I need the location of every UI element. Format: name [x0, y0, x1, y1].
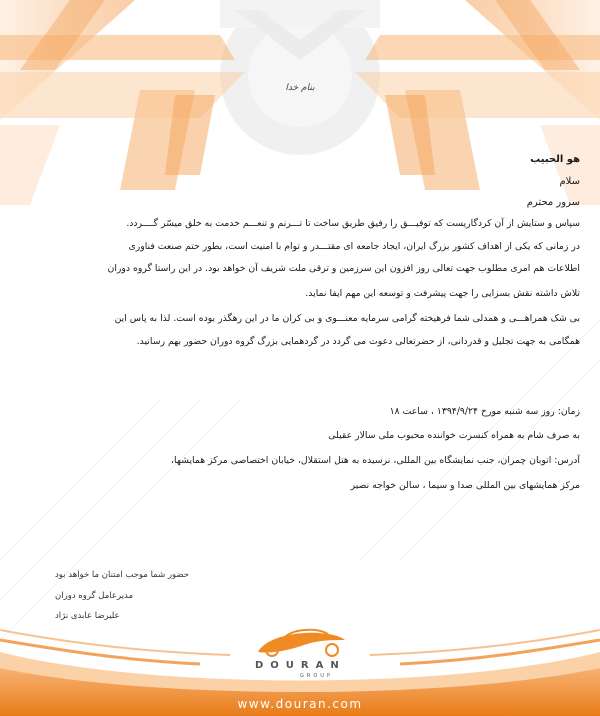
- paragraph-line: تلاش داشته نقش بسزایی را جهت پیشرفت و توسعه این مهم ایفا نماید.: [305, 288, 580, 299]
- signer-name: علیرضا عابدی نژاد: [55, 611, 120, 621]
- letter-recipient: سرور محترم: [526, 197, 580, 208]
- paragraph-line: در زمانی که یکی از اهداف کشور بزرگ ایران، ایجاد جامعه ای مقتـــدر و توام با امنیت است، بطور حتم صنعت فناوری: [128, 241, 580, 252]
- basmala: بنام خدا: [285, 83, 315, 93]
- paragraph-line: سپاس و ستایش از آن کردگاریست که توفیـــق را رفیق طریق ساخت تا تـــرنم و تنعـــم خدمت به خلق میسّر گــــردد.: [126, 218, 580, 229]
- letter-greeting: سلام: [559, 176, 580, 187]
- event-program: به صرف شام به همراه کنسرت خواننده محبوب ملی سالار عقیلی: [328, 430, 580, 441]
- event-address: آدرس: اتوبان چمران، جنب نمایشگاه بین المللی، نرسیده به هتل استقلال، خیابان اختصاصی مرکز همایشها،: [171, 455, 580, 466]
- event-time: زمان: روز سه شنبه مورخ ۱۳۹۴/۹/۲۴ ، ساعت ۱۸: [389, 406, 580, 417]
- letter-heading: هو الحبیب: [530, 154, 580, 165]
- logo-subtitle: GROUP: [300, 673, 333, 679]
- closing-line: حضور شما موجب امتنان ما خواهد بود: [55, 570, 190, 580]
- website-link[interactable]: www.douran.com: [237, 697, 363, 711]
- paragraph-line: بی شک همراهـــی و همدلی شما فرهیخته گرامی سرمایه معنـــوی و بی کران ما در این رهگذر بوده است. لذا به پاس این: [114, 313, 580, 324]
- paragraph-line: اطلاعات هم امری مطلوب جهت تعالی روز افزون این سرزمین و ترقی ملت شریف آن خواهد بود. در این راستا گروه دوران: [107, 263, 580, 274]
- signer-title: مدیرعامل گروه دوران: [55, 591, 134, 601]
- paragraph-line: همگامی به جهت تجلیل و قدردانی، از حضرتعالی دعوت می گردد در گردهمایی بزرگ گروه دوران حضور بهم رسانید.: [136, 336, 580, 347]
- douran-logo-icon: [258, 630, 345, 656]
- event-venue: مرکز همایشهای بین المللی صدا و سیما ، سالن خواجه نصیر: [350, 480, 580, 491]
- logo-name: DOURAN: [255, 660, 346, 671]
